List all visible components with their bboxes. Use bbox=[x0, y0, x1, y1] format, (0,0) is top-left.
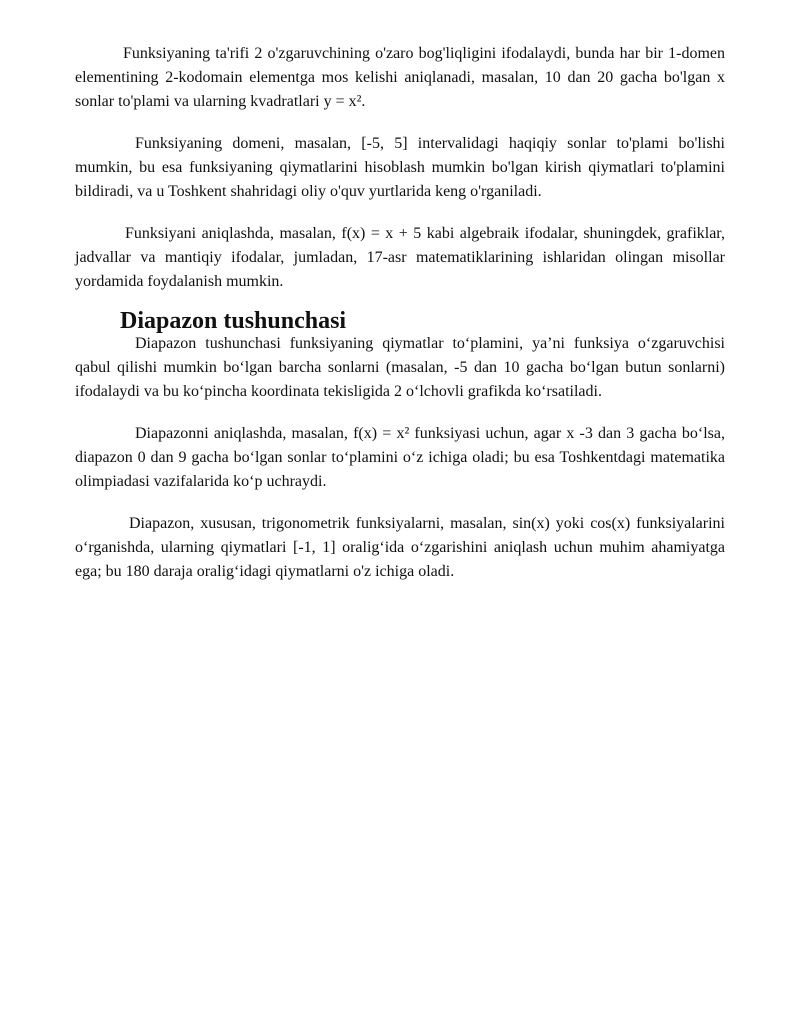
document-page bbox=[75, 42, 725, 584]
paragraph-function-definition-methods: Funksiyani aniqlashda, masalan, f(x) = x + 5 kabi algebraik ifodalar, shuningdek, grafiklar, jadvallar va mantiqiy ifodalar, jumladan, 17-asr matematiklarining ishlaridan olingan misollar yordamida foydalanish mumkin. bbox=[75, 225, 725, 290]
paragraph-range-determination: Diapazonni aniqlashda, masalan, f(x) = x² funksiyasi uchun, agar x -3 dan 3 gacha bo‘lsa, diapazon 0 dan 9 gacha bo‘lgan sonlar to‘plamini o‘z ichiga oladi; bu esa Toshkentdagi matematika olimpiadasi vazifalarida ko‘p uchraydi. bbox=[75, 425, 725, 490]
section-heading: Diapazon tushunchasi bbox=[120, 308, 347, 334]
paragraph-range-concept: Diapazon tushunchasi funksiyaning qiymatlar to‘plamini, ya’ni funksiya o‘zgaruvchisi qabul qilishi mumkin bo‘lgan barcha sonlarni (masalan, -5 dan 10 gacha bo‘lgan butun sonlarni) ifodalaydi va bu ko‘pincha koordinata tekisligida 2 o‘lchovli grafikda ko‘rsatiladi. bbox=[75, 335, 725, 400]
paragraph-function-domain: Funksiyaning domeni, masalan, [-5, 5] intervalidagi haqiqiy sonlar to'plami bo'lishi mumkin, bu esa funksiyaning qiymatlarini hisoblash mumkin bo'lgan kirish qiymatlari to'plamini bildiradi, va u Toshkent shahridagi oliy o'quv yurtlarida keng o'rganiladi. bbox=[75, 135, 725, 200]
paragraph-range-trigonometric: Diapazon, xususan, trigonometrik funksiyalarni, masalan, sin(x) yoki cos(x) funksiyalarini o‘rganishda, ularning qiymatlari [-1, 1] oralig‘ida o‘zgarishini aniqlash uchun muhim ahamiyatga ega; bu 180 daraja oralig‘idagi qiymatlarni o'z ichiga oladi. bbox=[75, 515, 725, 580]
section-range bbox=[75, 310, 725, 584]
paragraph-function-definition: Funksiyaning ta'rifi 2 o'zgaruvchining o'zaro bog'liqligini ifodalaydi, bunda har bir 1-domen elementining 2-kodomain elementga mos kelishi aniqlanadi, masalan, 10 dan 20 gacha bo'lgan x sonlar to'plami va ularning kvadratlari y = x². bbox=[75, 45, 725, 110]
